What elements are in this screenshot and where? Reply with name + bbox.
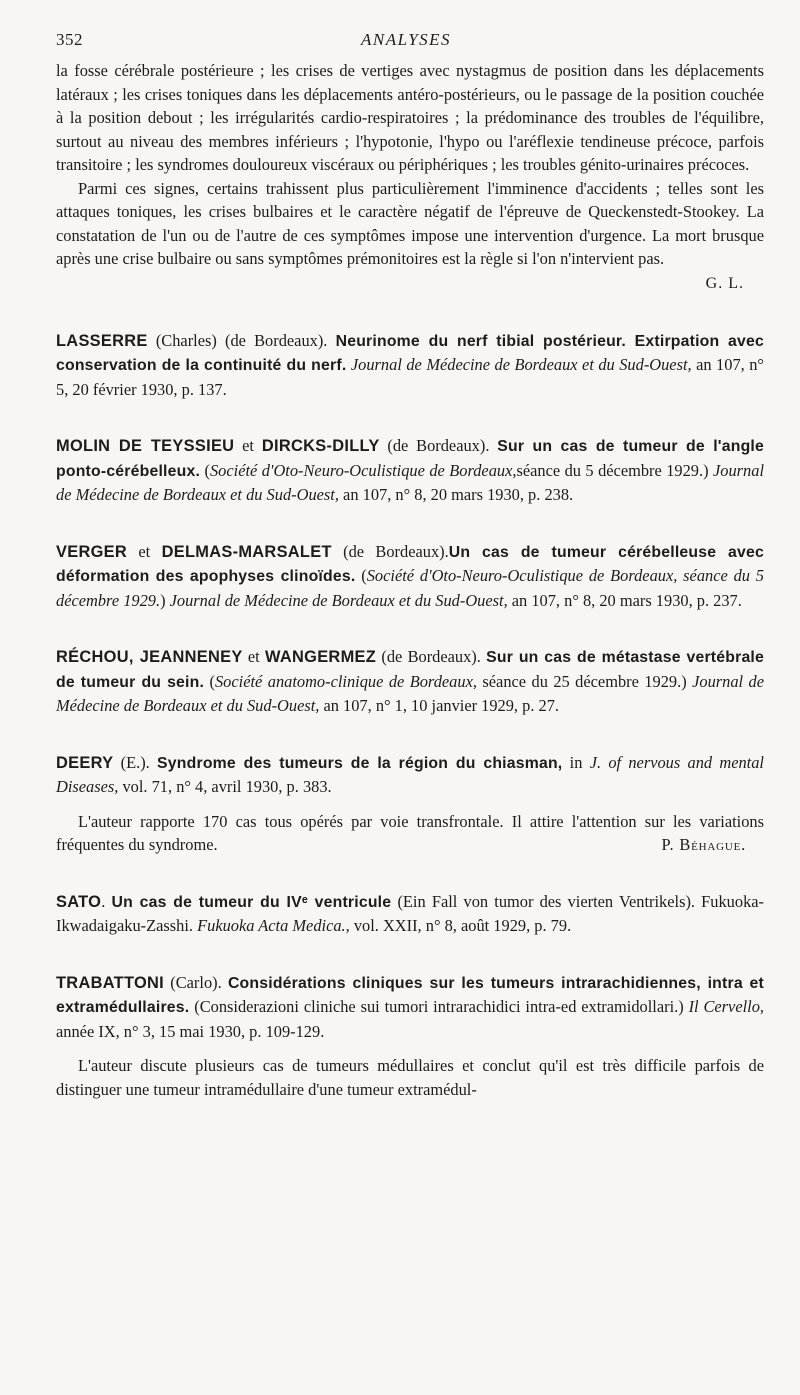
- entry-title: Neurinome du nerf tibial postérieur. Extirpation avec conservation de la continuité du nerf.: [56, 332, 764, 374]
- entry-title: Un cas de tumeur cérébelleuse avec déformation des apophyses clinoïdes.: [56, 543, 764, 585]
- entry-citation-part: ): [160, 590, 170, 610]
- entry-journal: Journal de Médecine de Bordeaux et du Sud-Ouest,: [169, 590, 508, 610]
- entry-citation: an 107, n° 1, 10 janvier 1929, p. 27.: [319, 696, 560, 715]
- entry-heading: [56, 329, 764, 402]
- entry-citation-part: (: [355, 566, 367, 585]
- entry-coauthor: DIRCKS-DILLY: [261, 437, 380, 455]
- abstract-entry-molin-de-teyssieu: [56, 434, 764, 507]
- entry-conjunction: et: [234, 436, 262, 455]
- entry-journal: Il Cervello,: [688, 997, 764, 1016]
- entry-heading: [56, 890, 764, 938]
- entry-author: MOLIN DE TEYSSIEU: [56, 437, 235, 455]
- page-body: [56, 59, 764, 1101]
- entry-journal: Fukuoka Acta Medica.,: [197, 916, 350, 935]
- entry-author: RÉCHOU, JEANNENEY: [56, 648, 243, 666]
- entry-citation: an 107, n° 5, 20 février 1930, p. 137.: [56, 355, 764, 399]
- entry-title: Syndrome des tumeurs de la région du chiasman,: [157, 754, 563, 772]
- entry-citation: vol. 71, n° 4, avril 1930, p. 383.: [118, 777, 332, 796]
- abstract-entry-verger: [56, 540, 764, 613]
- entry-citation: année IX, n° 3, 15 mai 1930, p. 109-129.: [56, 1021, 325, 1041]
- intro-paragraph-1: la fosse cérébrale postérieure ; les crises de vertiges avec nystagmus de position dans les déplacements latéraux ; les crises toniques dans les déplacements antéro-postérieurs, ou le passage de la position couchée à la position debout ; les irrégularités cardio-respiratoires ; la prédominance des troubles de l'équilibre, surtout au niveau des membres inférieurs ; l'hypotonie, l'hypo ou l'aréflexie tendineuse précoce, parfois transitoire ; les syndromes douloureux viscéraux ou périphériques ; les troubles génito-urinaires précoces.: [56, 61, 764, 174]
- entry-society: Société d'Oto-Neuro-Oculistique de Bordeaux, séance du 5 décembre 1929.: [56, 566, 765, 610]
- entry-citation-part: (Considerazioni cliniche sui tumori intrarachidici intra-ed extramidollari.): [189, 997, 689, 1016]
- entry-initials: (E.).: [113, 752, 158, 772]
- entry-affiliation: (de Bordeaux).: [331, 541, 449, 561]
- entry-separator: .: [101, 891, 112, 911]
- entry-coauthor: WANGERMEZ: [265, 648, 377, 666]
- entry-title: Sur un cas de métastase vertébrale de tumeur du sein.: [56, 649, 765, 691]
- entry-citation-part: (: [200, 460, 210, 480]
- entry-society: Société anatomo-clinique de Bordeaux,: [214, 671, 477, 691]
- abstract-entry-deery: [56, 751, 764, 857]
- entry-journal: Journal de Médecine de Bordeaux et du Sud-Ouest,: [56, 460, 765, 504]
- entry-citation: vol. XXII, n° 8, août 1929, p. 79.: [349, 916, 572, 935]
- entry-heading: [56, 971, 764, 1044]
- abstract-entry-trabattoni: [56, 971, 764, 1102]
- entry-citation: an 107, n° 8, 20 mars 1930, p. 237.: [507, 590, 742, 610]
- abstract-entry-lasserre: [56, 329, 764, 402]
- entry-title: Considérations cliniques sur les tumeurs intrarachidiennes, intra et extramédullaires.: [56, 974, 765, 1016]
- entry-society: Société d'Oto-Neuro-Oculistique de Bordeaux,: [209, 460, 517, 480]
- entry-coauthor: DELMAS-MARSALET: [161, 542, 332, 561]
- running-title: ANALYSES: [360, 30, 452, 49]
- entry-signature: P. Béhague.: [661, 835, 746, 854]
- entry-summary: L'auteur discute plusieurs cas de tumeurs médullaires et conclut qu'il est très difficile parfois de distinguer une tumeur intramédullaire d'une tumeur extramédul-: [56, 1056, 764, 1099]
- entry-conjunction: et: [242, 647, 266, 666]
- abstract-entry-sato: [56, 890, 764, 938]
- intro-signature: G. L.: [705, 274, 744, 292]
- entry-citation: an 107, n° 8, 20 mars 1930, p. 238.: [338, 485, 574, 504]
- entry-author: SATO: [56, 892, 102, 911]
- entry-author: LASSERRE: [56, 331, 148, 350]
- entry-conjunction: et: [127, 541, 162, 561]
- entry-affiliation: (de Bordeaux).: [376, 647, 487, 666]
- entry-summary-text: L'auteur rapporte 170 cas tous opérés par voie transfrontale. Il attire l'attention sur les variations fréquentes du syndrome.: [56, 811, 764, 854]
- entry-affiliation: (Charles) (de Bordeaux).: [147, 330, 336, 350]
- entry-affiliation: (de Bordeaux).: [379, 436, 498, 455]
- entry-citation-part: séance du 25 décembre 1929.): [476, 671, 693, 691]
- entry-title: Sur un cas de tumeur de l'angle ponto-cérébelleux.: [56, 438, 764, 480]
- entry-citation-part: in: [562, 752, 590, 772]
- entry-affiliation: (Carlo).: [164, 972, 228, 992]
- entry-journal: J. of nervous and mental Diseases,: [56, 752, 764, 796]
- entry-citation-part: (: [204, 671, 215, 691]
- entry-author: TRABATTONI: [56, 973, 165, 992]
- entry-journal: Journal de Médecine de Bordeaux et du Sud-Ouest,: [56, 671, 765, 715]
- abstract-entry-rechou: [56, 645, 764, 718]
- page-number: 352: [56, 30, 83, 49]
- entry-heading: [56, 645, 764, 718]
- entry-journal: Journal de Médecine de Bordeaux et du Sud-Ouest,: [350, 355, 692, 374]
- entry-author: DEERY: [56, 753, 114, 772]
- entry-citation-part: (Ein Fall von tumor des vierten Ventrikels). Fukuoka-Ikwadaigaku-Zasshi.: [56, 891, 765, 935]
- entry-author: VERGER: [56, 542, 128, 561]
- entry-heading: [56, 434, 764, 507]
- entry-heading: [56, 540, 764, 613]
- page-header: [56, 30, 756, 56]
- entry-title: Un cas de tumeur du IVᵉ ventricule: [111, 893, 392, 911]
- entry-citation-part: séance du 5 décembre 1929.): [516, 460, 714, 480]
- intro-paragraph-2: Parmi ces signes, certains trahissent plus particulièrement l'imminence d'accidents ; telles sont les attaques toniques, les crises bulbaires et le caractère négatif de l'épreuve de Queckenstedt-Stookey. La constatation de l'un ou de l'autre de ces symptômes impose une intervention d'urgence. La mort brusque après une crise bulbaire ou sans symptômes prémonitoires est la règle si l'on n'intervient pas.: [56, 178, 764, 268]
- entry-summary: [56, 810, 764, 857]
- entry-heading: [56, 751, 764, 799]
